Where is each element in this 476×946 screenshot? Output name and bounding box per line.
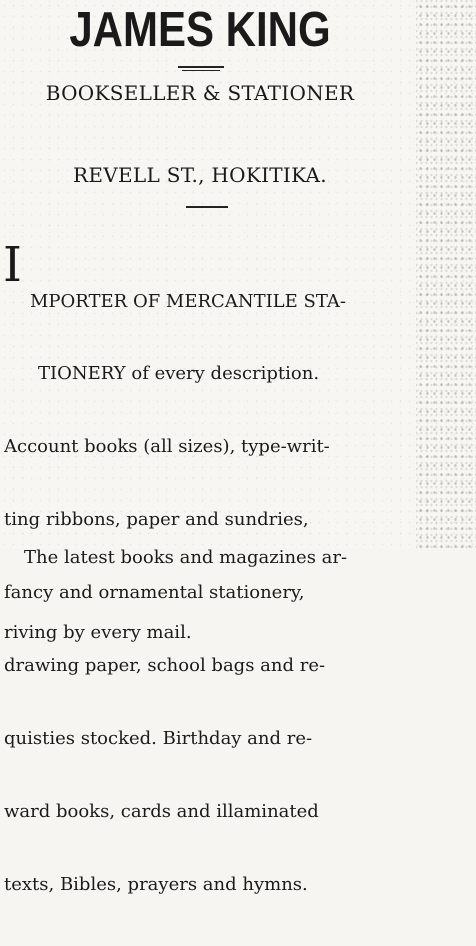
title-rule-thin bbox=[182, 70, 220, 71]
body-line: ting ribbons, paper and sundries, bbox=[4, 509, 309, 531]
closing-paragraph bbox=[4, 495, 404, 695]
trade-line: BOOKSELLER & STATIONER bbox=[45, 81, 355, 105]
body-line: Account books (all sizes), type-writ- bbox=[4, 436, 330, 458]
body-line: TIONERY of every description. bbox=[38, 363, 320, 385]
address-line: REVELL ST., HOKITIKA. bbox=[73, 163, 327, 187]
body-line: texts, Bibles, prayers and hymns. bbox=[4, 873, 308, 895]
closing-line: riving by every mail. bbox=[4, 622, 192, 643]
body-line: quisties stocked. Birthday and re- bbox=[4, 727, 313, 749]
title-rule bbox=[178, 66, 224, 68]
scan-edge-speckle bbox=[416, 0, 476, 549]
body-line: fancy and ornamental stationery, bbox=[4, 582, 305, 604]
body-line: MPORTER OF MERCANTILE STA- bbox=[30, 290, 346, 312]
drop-cap: I bbox=[3, 237, 22, 293]
address-rule bbox=[186, 206, 228, 208]
body-line: ward books, cards and illaminated bbox=[4, 800, 319, 822]
closing-line: The latest books and magazines ar- bbox=[24, 547, 348, 568]
advert-title: JAMES KING bbox=[69, 1, 331, 57]
body-line: drawing paper, school bags and re- bbox=[4, 655, 326, 677]
